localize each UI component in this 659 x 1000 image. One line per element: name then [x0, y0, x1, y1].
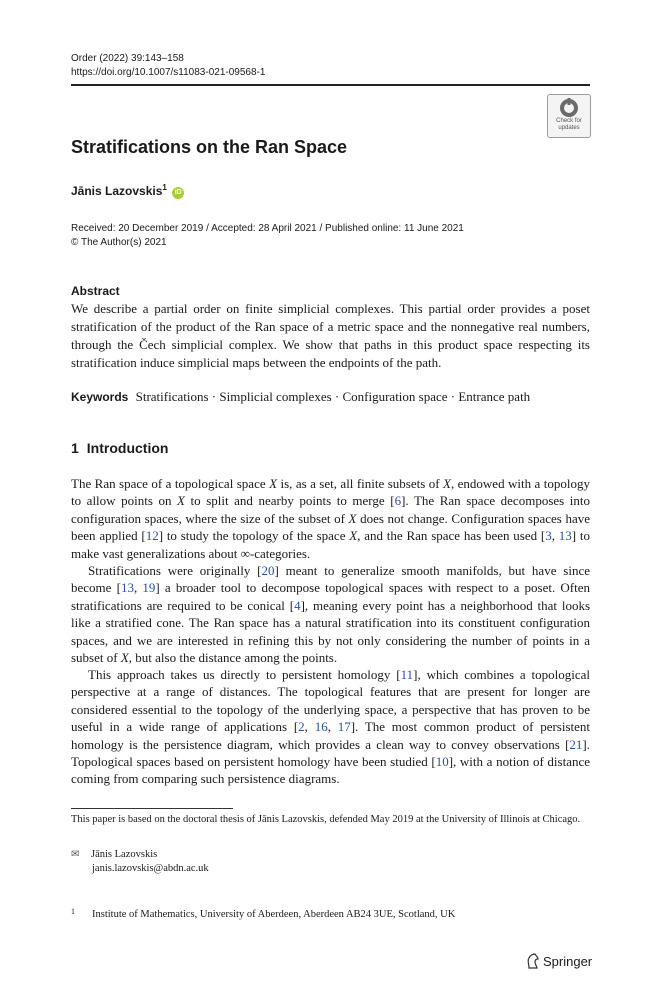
check-for-updates-badge[interactable]	[547, 94, 591, 138]
check-for-updates-icon	[559, 98, 579, 118]
section-heading	[71, 439, 168, 457]
badge-line-2: updates	[558, 125, 580, 131]
badge-line-1: Check for	[556, 118, 582, 124]
abstract-heading: Abstract	[71, 284, 120, 298]
envelope-icon: ✉	[71, 849, 80, 860]
intro-paragraph-2: Stratifications were originally [20] meant to generalize smooth manifolds, but have since become [13, 19] a broader tool to decompose topological spaces with respect to a poset. Often stratifications are required to be conical [4], meaning every point has a neighborhood that looks like a stratified cone. The Ran space has a natural stratification into its constituent configuration spaces, and we are interested in refining this by not only considering the number of points in a subset of X, but also the distance among the points.	[71, 563, 591, 666]
abstract-text: We describe a partial order on finite simplicial complexes. This partial order provides a poset stratification of the product of the Ran space of a metric space and the nonnegative real numbers, through the Čech simplicial complex. We show that paths in this product space respecting its stratification induce simplicial maps between the endpoints of the path.	[71, 301, 590, 370]
citation-link[interactable]: 12	[145, 528, 159, 544]
affiliation-number: 1	[71, 907, 75, 916]
section-title: Introduction	[86, 440, 169, 456]
keywords	[71, 388, 530, 406]
author-name: Jānis Lazovskis	[71, 184, 163, 198]
citation-link[interactable]: 16	[314, 719, 328, 735]
springer-horse-icon	[526, 953, 540, 969]
citation-link[interactable]: 21	[569, 736, 583, 752]
corresponding-author	[71, 848, 157, 862]
citation-link[interactable]: 2	[298, 719, 305, 735]
citation-link[interactable]: 17	[337, 719, 351, 735]
orcid-icon[interactable]: iD	[172, 187, 184, 199]
keywords-text: Stratifications · Simplicial complexes · Configuration space · Entrance path	[135, 389, 531, 404]
doi-link[interactable]: https://doi.org/10.1007/s11083-021-09568-1	[71, 67, 266, 78]
citation-link[interactable]: 4	[294, 597, 301, 613]
affiliation	[71, 905, 455, 922]
citation-link[interactable]: 13	[558, 528, 572, 544]
paper-title: Stratifications on the Ran Space	[71, 137, 348, 157]
citation-link[interactable]: 13	[120, 580, 134, 596]
intro-paragraph-1: The Ran space of a topological space X is, as a set, all finite subsets of X, endowed with a topology to allow points on X to split and nearby points to merge [6]. The Ran space decomposes into configuration spaces, where the size of the subset of X does not change. Configuration spaces have been applied [12] to study the topology of the space X, and the Ran space has been used [3, 13] to make vast generalizations about ∞-categories.	[71, 476, 591, 561]
publisher-name: Springer	[543, 954, 593, 969]
intro-paragraph-3: This approach takes us directly to persistent homology [11], which combines a topological perspective at a range of distances. The topological features that are present for longer are considered essential to the topology of the underlying space, a perspective that has proven to be useful in a wide range of applications [2, 16, 17]. The most common product of persistent homology is the persistence diagram, which provides a clean way to convey observations [21]. Topological spaces based on persistent homology have been studied [10], with a notion of distance coming from comparing such persistence diagrams.	[71, 667, 591, 787]
contact-email[interactable]: janis.lazovskis@abdn.ac.uk	[92, 863, 209, 874]
citation-link[interactable]: 20	[261, 563, 275, 578]
section-number: 1	[71, 440, 79, 456]
contact-name: Jānis Lazovskis	[91, 849, 158, 860]
affiliation-text: Institute of Mathematics, University of Aberdeen, Aberdeen AB24 3UE, Scotland, UK	[92, 909, 456, 920]
keywords-heading: Keywords	[71, 390, 129, 404]
footnote-thesis: This paper is based on the doctoral thesis of Jānis Lazovskis, defended May 2019 at the University of Illinois at Chicago.	[71, 814, 581, 825]
footnote-rule	[71, 808, 233, 809]
copyright: © The Author(s) 2021	[71, 237, 167, 248]
citation-link[interactable]: 11	[400, 667, 414, 682]
citation-link[interactable]: 10	[435, 754, 449, 770]
publisher-logo	[526, 953, 592, 971]
citation-link[interactable]: 19	[142, 580, 156, 596]
header-rule	[71, 84, 590, 86]
author	[71, 180, 184, 199]
publication-dates: Received: 20 December 2019 / Accepted: 28 April 2021 / Published online: 11 June 2021	[71, 223, 464, 234]
citation-link[interactable]: 3	[545, 528, 552, 544]
citation-link[interactable]: 6	[394, 493, 402, 509]
author-affil-mark: 1	[162, 183, 167, 192]
journal-citation: Order (2022) 39:143–158	[71, 53, 184, 64]
